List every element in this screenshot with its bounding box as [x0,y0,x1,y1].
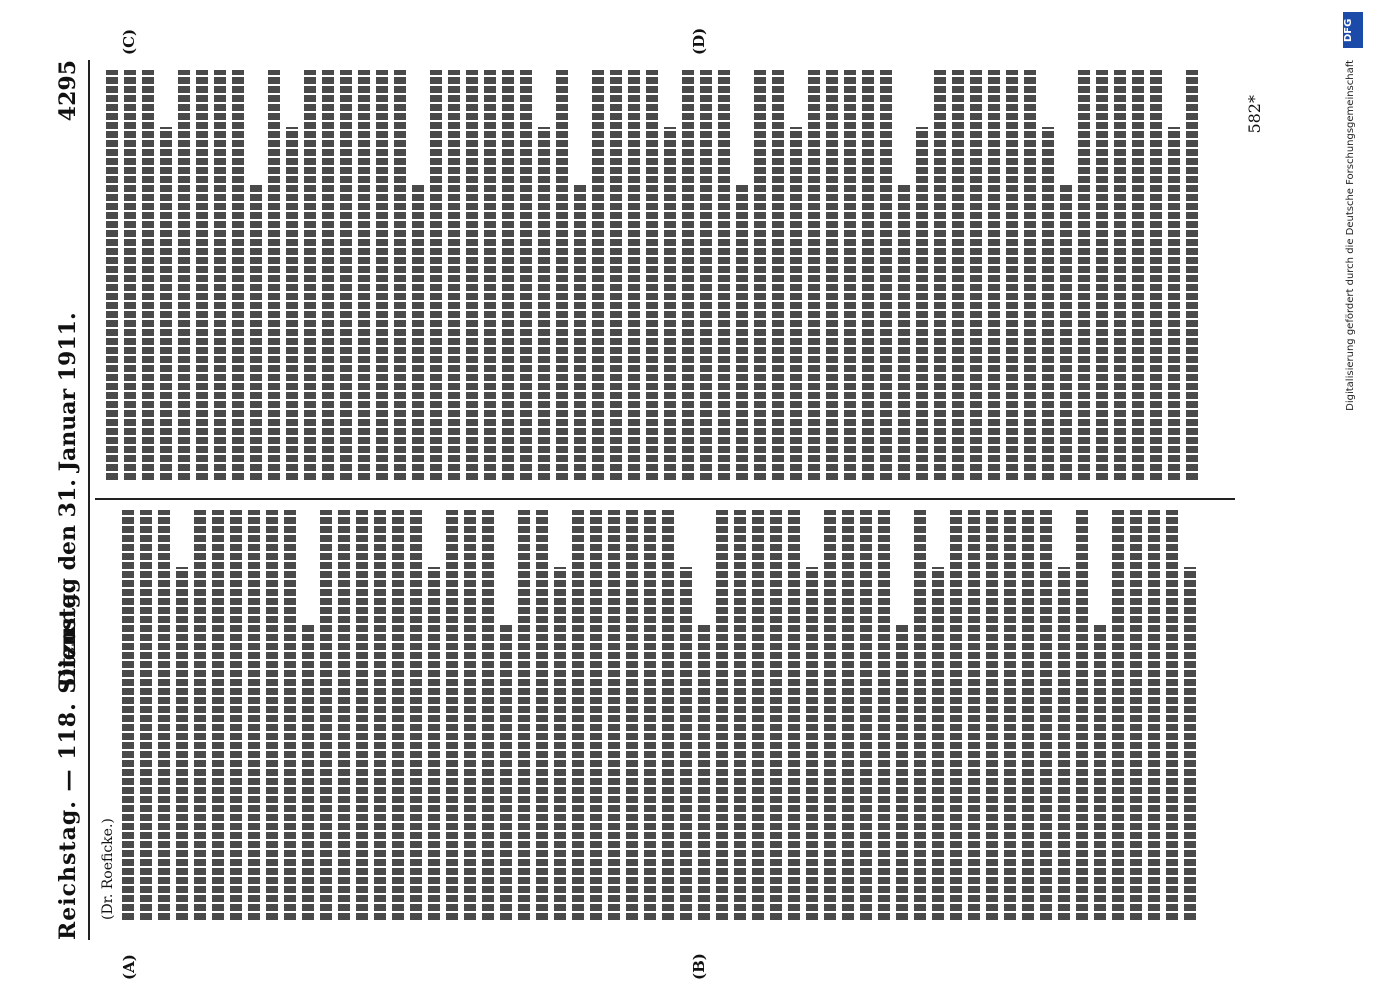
text-line [340,70,352,480]
text-line [500,625,512,920]
text-line [788,510,800,920]
speaker-note: (Dr. Roeficke.) [100,818,116,920]
text-line [790,127,802,480]
text-line [1112,510,1124,920]
text-line [644,510,656,920]
text-line [466,70,478,480]
text-line [862,70,874,480]
text-line [356,510,368,920]
text-line [284,510,296,920]
text-line [826,70,838,480]
text-line [412,185,424,480]
text-line [752,510,764,920]
text-line [410,510,422,920]
text-line [718,70,730,480]
text-line [430,70,442,480]
text-line [1058,567,1070,920]
text-line [1004,510,1016,920]
header-rule [88,60,90,940]
text-line [898,185,910,480]
text-line [916,127,928,480]
text-line [698,625,710,920]
text-line [716,510,728,920]
text-line [664,127,676,480]
text-line [464,510,476,920]
text-line [1148,510,1160,920]
text-line [196,70,208,480]
text-line [626,510,638,920]
text-line [1166,510,1178,920]
text-line [1094,625,1106,920]
text-line [1040,510,1052,920]
text-line [770,510,782,920]
text-line [590,510,602,920]
text-line [446,510,458,920]
text-line [1150,70,1162,480]
text-line [484,70,496,480]
text-line [268,70,280,480]
header-left: Reichstag. — 118. Sitzung. [55,583,81,940]
text-line [518,510,530,920]
text-line [662,510,674,920]
text-line [394,70,406,480]
text-line [950,510,962,920]
text-line [502,70,514,480]
text-line [986,510,998,920]
text-line [572,510,584,920]
text-line [232,70,244,480]
text-line [556,70,568,480]
text-line [842,510,854,920]
text-line [338,510,350,920]
text-line [860,510,872,920]
margin-marker-d: (D) [690,27,708,55]
text-line [878,510,890,920]
header-center: Dienstag den 31. Januar 1911. [55,312,81,688]
text-line [680,567,692,920]
text-line [610,70,622,480]
text-line [230,510,242,920]
text-line [554,567,566,920]
text-line [536,510,548,920]
margin-marker-a: (A) [120,954,138,980]
text-line [1060,185,1072,480]
text-line [1022,510,1034,920]
digitization-credit [1335,0,1383,1000]
text-line [302,625,314,920]
text-line [140,510,152,920]
text-column-left [100,510,1240,920]
text-line [682,70,694,480]
text-line [934,70,946,480]
text-line [248,510,260,920]
text-line [482,510,494,920]
text-line [158,510,170,920]
text-line [968,510,980,920]
text-line [808,70,820,480]
text-line [320,510,332,920]
text-line [194,510,206,920]
text-line [844,70,856,480]
text-column-right [100,70,1240,480]
text-line [952,70,964,480]
margin-marker-c: (C) [120,28,138,55]
text-line [1006,70,1018,480]
text-line [1186,70,1198,480]
text-line [880,70,892,480]
text-line [628,70,640,480]
text-line [736,185,748,480]
dfg-logo: DFG [1343,12,1363,48]
text-line [646,70,658,480]
text-line [592,70,604,480]
text-line [178,70,190,480]
text-line [122,510,134,920]
text-line [250,185,262,480]
text-line [322,70,334,480]
text-line [734,510,746,920]
text-line [106,70,118,480]
text-line [374,510,386,920]
text-line [608,510,620,920]
text-line [772,70,784,480]
text-line [574,185,586,480]
text-line [700,70,712,480]
footnote: 582* [1245,95,1264,134]
credit-text: Digitalisierung gefördert durch die Deutsche Forschungsgemeinschaft [1345,60,1356,411]
text-line [520,70,532,480]
text-line [428,567,440,920]
text-line [1024,70,1036,480]
text-line [914,510,926,920]
text-line [932,567,944,920]
text-line [448,70,460,480]
text-line [266,510,278,920]
text-line [1114,70,1126,480]
text-line [124,70,136,480]
text-line [1078,70,1090,480]
text-line [754,70,766,480]
text-line [538,127,550,480]
text-line [214,70,226,480]
text-line [176,567,188,920]
text-line [142,70,154,480]
text-line [376,70,388,480]
text-line [1184,567,1196,920]
text-line [1042,127,1054,480]
text-line [160,127,172,480]
margin-marker-b: (B) [690,953,708,980]
text-line [212,510,224,920]
text-line [970,70,982,480]
text-line [304,70,316,480]
text-line [988,70,1000,480]
text-line [358,70,370,480]
text-line [1096,70,1108,480]
text-line [1130,510,1142,920]
text-line [1132,70,1144,480]
column-divider [95,498,1235,500]
text-line [1168,127,1180,480]
page-number: 4295 [55,60,81,122]
text-line [1076,510,1088,920]
text-line [896,625,908,920]
text-line [806,567,818,920]
text-line [392,510,404,920]
text-line [824,510,836,920]
text-line [286,127,298,480]
